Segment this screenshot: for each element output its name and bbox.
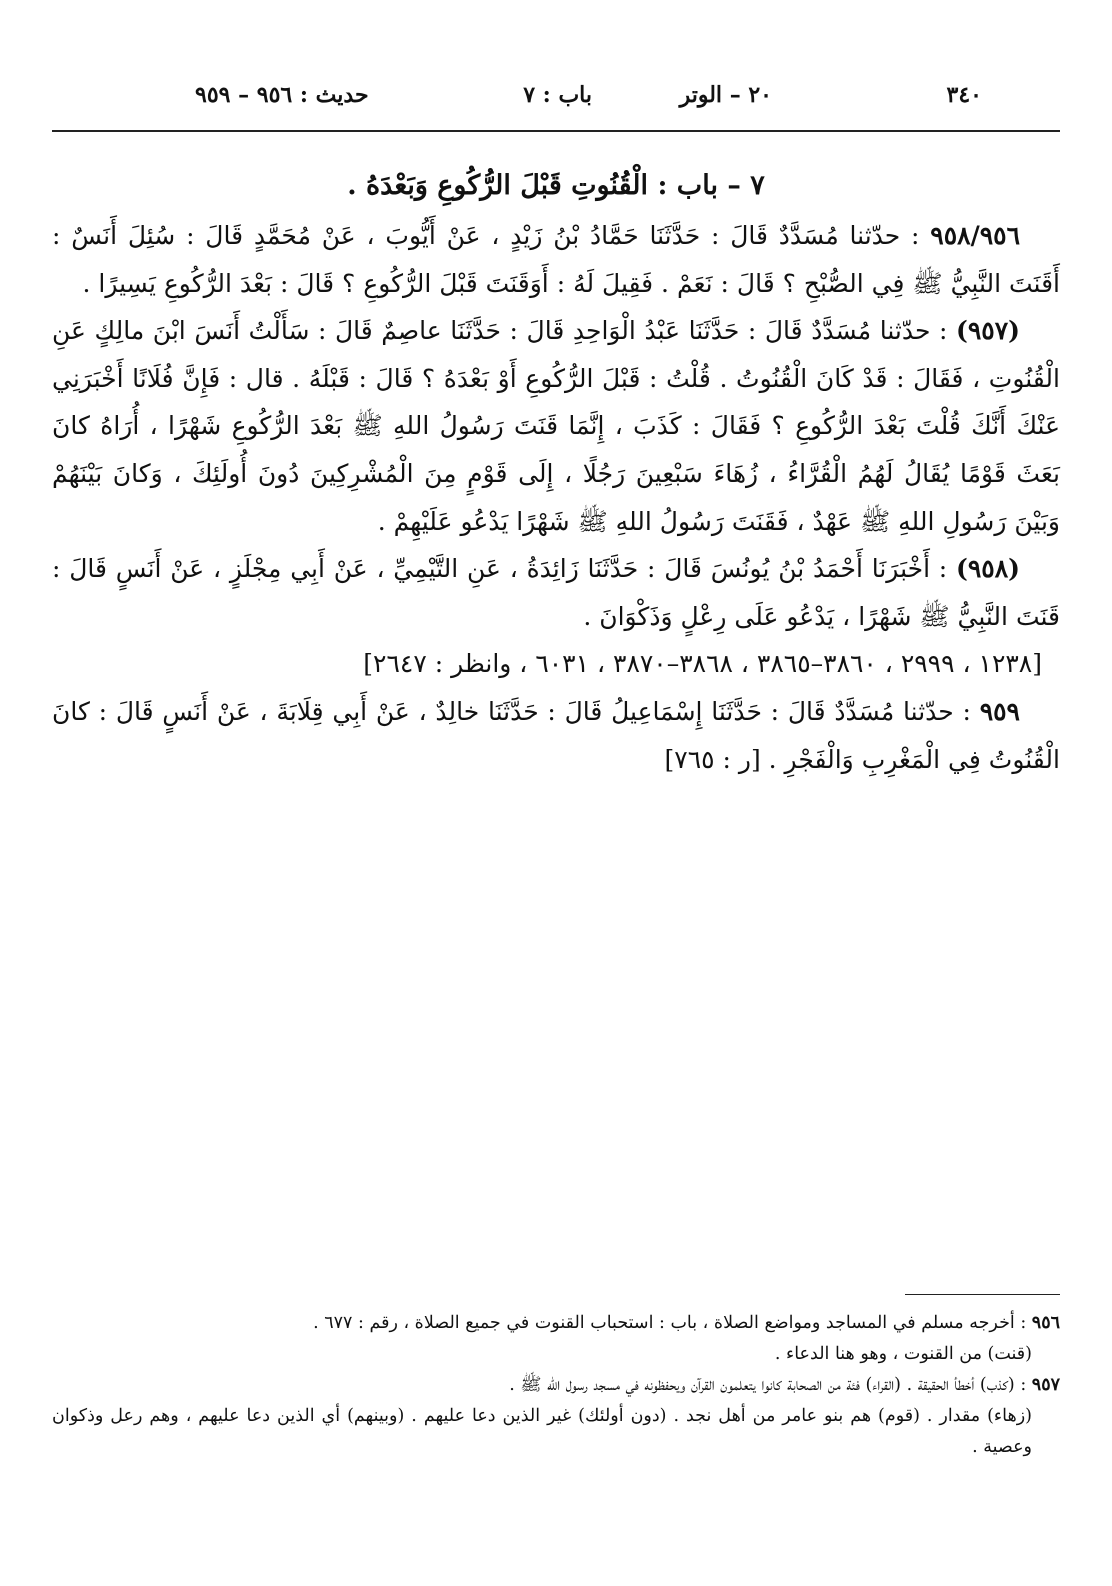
footnote-continuation: (زهاء) مقدار . (قوم) هم بنو عامر من أهل نجد . (دون أولئك) غير الذين دعا عليهم . (وبينهم) أي الذين دعا عليهم ، وهم رعل وذكوان وعصية . (52, 1406, 1032, 1457)
footnote-text: : (كذب) أخطأ الحقيقة . (القراء) فئة من الصحابة كانوا يتعلمون القرآن ويحفظونه في مسجد رسول الله ﷺ . (509, 1375, 1032, 1395)
footnote-number: ٩٥٧ (1031, 1375, 1060, 1395)
hadith-number: ٩٥٩ (979, 696, 1020, 726)
page-number: ٣٤٠ (946, 82, 982, 108)
hadith-number: ٩٥٨/٩٥٦ (930, 221, 1020, 250)
hadith-number: (٩٥٨) (956, 554, 1020, 584)
hadith-entry (52, 307, 1060, 545)
footnotes (52, 1308, 1060, 1463)
hadith-entry (52, 212, 1060, 307)
footnote-divider (905, 1294, 1060, 1295)
hadith-text: : حدّثنا مُسَدَّدٌ قَالَ : حَدَّثَنَا حَمَّادُ بْنُ زَيْدٍ ، عَنْ أَيُّوبَ ، عَنْ مُحَمَّدٍ قَالَ : سُئِلَ أَنَسٌ : أَقَنَتَ النَّبِيُّ ﷺ فِي الصُّبْحِ ؟ قَالَ : نَعَمْ . فَقِيلَ لَهُ : أَوَقَنَتَ قَبْلَ الرُّكُوعِ ؟ قَالَ : بَعْدَ الرُّكُوعِ يَسِيرًا . (52, 221, 1060, 298)
hadith-text: : حدّثنا مُسَدَّدٌ قَالَ : حَدَّثَنَا عَبْدُ الْوَاحِدِ قَالَ : حَدَّثَنَا عاصِمٌ قَالَ : سَأَلْتُ أَنَسَ ابْنَ مالِكٍ عَنِ الْقُنُوتِ ، فَقَالَ : قَدْ كَانَ الْقُنُوتُ . قُلْتُ : قَبْلَ الرُّكُوعِ أَوْ بَعْدَهُ ؟ قَالَ : قَبْلَهُ . قال : فَإِنَّ فُلَانًا أَخْبَرَنِي عَنْكَ أَنَّكَ قُلْتَ بَعْدَ الرُّكُوعِ ؟ فَقَالَ : كَذَبَ ، إِنَّمَا قَنَتَ رَسُولُ اللهِ ﷺ بَعْدَ الرُّكُوعِ شَهْرًا ، أُرَاهُ كانَ بَعَثَ قَوْمًا يُقَالُ لَهُمُ الْقُرَّاءُ ، زُهَاءَ سَبْعِينَ رَجُلًا ، إِلَى قَوْمٍ مِنَ الْمُشْرِكِينَ دُونَ أُولَئِكَ ، وَكانَ بَيْنَهُمْ وَبَيْنَ رَسُولِ اللهِ ﷺ عَهْدٌ ، فَقَنَتَ رَسُولُ اللهِ ﷺ شَهْرًا يَدْعُو عَلَيْهِمْ . (52, 316, 1061, 536)
hadith-entry (52, 688, 1060, 783)
book-title: ٢٠ – الوتر (679, 82, 772, 108)
header-divider (52, 130, 1060, 132)
footnote-number: ٩٥٦ (1031, 1313, 1060, 1333)
footnote (52, 1308, 1060, 1339)
main-text (52, 160, 1060, 783)
hadith-text: : حدّثنا مُسَدَّدٌ قَالَ : حَدَّثَنَا إِسْمَاعِيلُ قَالَ : حَدَّثَنَا خالِدٌ ، عَنْ أَبِي قِلَابَةَ ، عَنْ أَنَسٍ قَالَ : كانَ الْقُنُوتُ فِي الْمَغْرِبِ وَالْفَجْرِ . [ر : ٧٦٥] (52, 696, 1060, 774)
running-header (195, 82, 982, 122)
footnote (52, 1370, 1060, 1401)
hadith-text: : أَخْبَرَنَا أَحْمَدُ بْنُ يُونُسَ قَالَ : حَدَّثَنَا زَائِدَةُ ، عَنِ التَّيْمِيِّ ، عَنْ أَبِي مِجْلَزٍ ، عَنْ أَنَسٍ قَالَ : قَنَتَ النَّبِيُّ ﷺ شَهْرًا ، يَدْعُو عَلَى رِعْلٍ وَذَكْوَانَ . (52, 554, 1060, 631)
footnote-text: : أخرجه مسلم في المساجد ومواضع الصلاة ، باب : استحباب القنوت في جميع الصلاة ، رقم : ٦٧٧ . (313, 1313, 1032, 1333)
chapter-label: باب : ٧ (523, 82, 592, 108)
hadith-range: حديث : ٩٥٦ – ٩٥٩ (195, 82, 369, 108)
chapter-heading: ٧ – باب : الْقُنُوتِ قَبْلَ الرُّكُوعِ وَبَعْدَهُ . (347, 170, 765, 201)
cross-reference: [١٢٣٨ ، ٢٩٩٩ ، ٣٨٦٠–٣٨٦٥ ، ٣٨٦٨–٣٨٧٠ ، ٦٠٣١ ، وانظر : ٢٦٤٧] (363, 649, 1042, 679)
hadith-number: (٩٥٧) (956, 316, 1020, 346)
hadith-entry (52, 545, 1060, 640)
footnote-continuation: (قنت) من القنوت ، وهو هنا الدعاء . (774, 1344, 1032, 1364)
